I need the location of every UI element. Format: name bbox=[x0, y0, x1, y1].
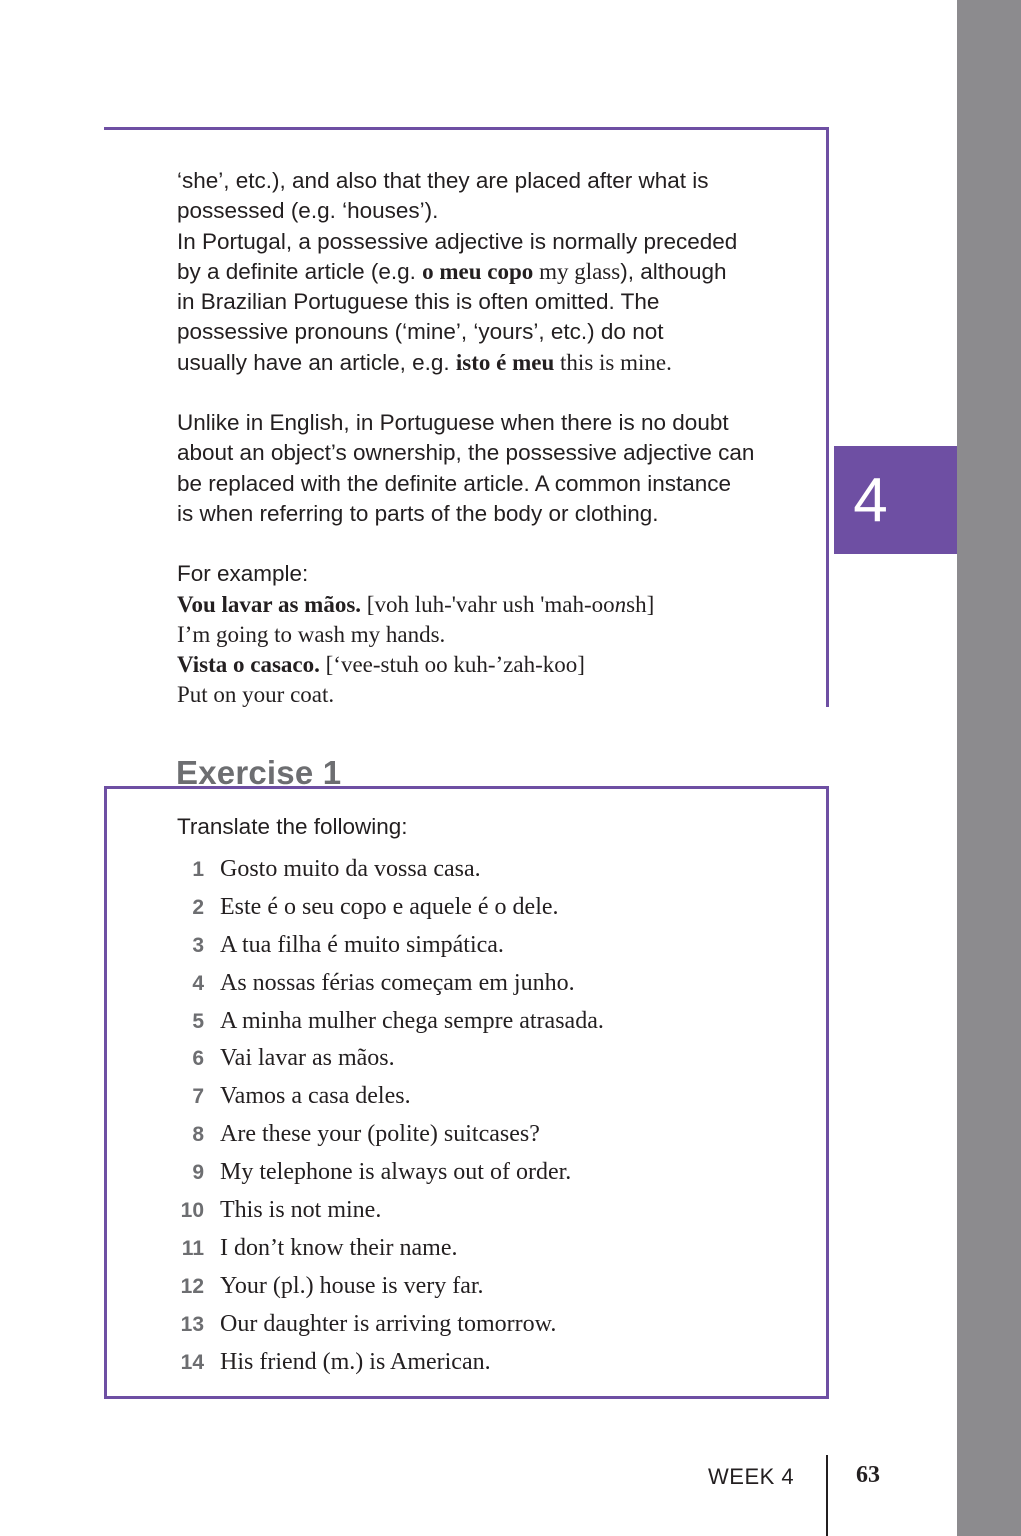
exercise-item-number: 9 bbox=[192, 1161, 204, 1185]
exercise-item-number: 10 bbox=[180, 1199, 204, 1223]
text-run: possessed (e.g. ‘houses’). bbox=[177, 198, 439, 224]
text-line bbox=[177, 438, 817, 468]
grammar-box-top-border bbox=[104, 127, 829, 130]
text-line bbox=[177, 257, 817, 287]
text-line bbox=[177, 620, 817, 650]
exercise-item bbox=[172, 1008, 604, 1046]
exercise-item-number: 1 bbox=[192, 858, 204, 881]
text-run: Put on your coat. bbox=[177, 682, 335, 708]
text-run: about an object’s ownership, the possessive adjective can bbox=[177, 440, 755, 466]
grammar-box-right-border bbox=[826, 127, 829, 707]
text-run: possessive pronouns (‘mine’, ‘yours’, etc.) do not bbox=[177, 319, 664, 345]
exercise-item bbox=[172, 1045, 604, 1083]
exercise-item-text: Vai lavar as mãos. bbox=[220, 1045, 395, 1072]
exercise-item-text: His friend (m.) is American. bbox=[220, 1348, 491, 1375]
exercise-item bbox=[172, 1159, 604, 1197]
text-line bbox=[177, 650, 817, 680]
exercise-item-number: 8 bbox=[192, 1123, 204, 1147]
exercise-item-text: A tua filha é muito simpática. bbox=[220, 931, 504, 958]
grammar-paragraph-2 bbox=[177, 408, 817, 529]
exercise-instruction: Translate the following: bbox=[177, 814, 408, 839]
text-run: n bbox=[614, 591, 627, 617]
exercise-item-text: As nossas férias começam em junho. bbox=[220, 969, 575, 996]
text-run: ), although bbox=[620, 258, 727, 284]
exercise-item-text: Your (pl.) house is very far. bbox=[220, 1272, 484, 1299]
exercise-item-text: Gosto muito da vossa casa. bbox=[220, 856, 481, 882]
exercise-item-text: This is not mine. bbox=[220, 1197, 382, 1224]
footer-week-label: WEEK 4 bbox=[708, 1464, 795, 1489]
grammar-paragraph-1 bbox=[177, 166, 817, 378]
footer-divider bbox=[826, 1455, 828, 1536]
exercise-item-text: My telephone is always out of order. bbox=[220, 1159, 572, 1186]
text-line bbox=[177, 317, 817, 347]
exercise-box-bottom-border bbox=[104, 1396, 829, 1399]
exercise-item-number: 3 bbox=[192, 933, 204, 957]
exercise-item-number: 13 bbox=[180, 1312, 204, 1336]
exercise-item-number: 11 bbox=[181, 1236, 204, 1260]
text-run: In Portugal, a possessive adjective is normally preceded bbox=[177, 228, 738, 254]
exercise-item bbox=[172, 1235, 604, 1273]
text-line bbox=[177, 227, 817, 257]
text-run: my glass bbox=[533, 258, 621, 284]
exercise-item-text: Are these your (polite) suitcases? bbox=[220, 1121, 540, 1148]
chapter-tab bbox=[834, 446, 957, 554]
text-line bbox=[177, 469, 817, 499]
text-run: be replaced with the definite article. A common instance bbox=[177, 470, 732, 496]
text-run: [‘vee-stuh oo kuh-’zah-koo] bbox=[319, 652, 585, 678]
text-line bbox=[177, 287, 817, 317]
grammar-paragraph-3 bbox=[177, 559, 817, 710]
text-run: this is mine. bbox=[554, 349, 672, 375]
text-run: by a definite article (e.g. bbox=[177, 258, 423, 284]
exercise-item-number: 4 bbox=[192, 971, 204, 995]
exercise-item bbox=[172, 1197, 604, 1235]
text-run: sh] bbox=[626, 591, 655, 617]
text-run: [voh luh-'vahr ush 'mah-oo bbox=[361, 591, 615, 617]
text-line bbox=[177, 590, 817, 620]
text-run: isto é meu bbox=[455, 349, 555, 375]
exercise-box-right-border bbox=[826, 786, 829, 1399]
chapter-tab-number: 4 bbox=[853, 465, 888, 535]
exercise-item bbox=[172, 1121, 604, 1159]
exercise-item-number: 7 bbox=[192, 1085, 204, 1109]
text-line bbox=[177, 408, 817, 438]
exercise-item bbox=[172, 856, 604, 894]
text-line bbox=[177, 680, 817, 710]
exercise-list bbox=[172, 856, 604, 1386]
text-run: Vou lavar as mãos. bbox=[177, 591, 362, 617]
exercise-item bbox=[172, 932, 604, 970]
exercise-box-left-border bbox=[104, 786, 107, 1399]
text-line bbox=[177, 348, 817, 378]
exercise-item-number: 12 bbox=[180, 1274, 204, 1298]
exercise-title: Exercise 1 bbox=[176, 754, 342, 791]
text-run: I’m going to wash my hands. bbox=[177, 621, 446, 647]
text-line bbox=[177, 499, 817, 529]
text-line bbox=[177, 196, 817, 226]
page-edge-strip bbox=[957, 0, 1021, 1536]
text-run: For example: bbox=[177, 561, 309, 587]
page-number: 63 bbox=[856, 1462, 880, 1488]
exercise-item bbox=[172, 1083, 604, 1121]
exercise-item bbox=[172, 970, 604, 1008]
exercise-item-number: 6 bbox=[192, 1047, 204, 1071]
exercise-item bbox=[172, 1273, 604, 1311]
exercise-item-text: Our daughter is arriving tomorrow. bbox=[220, 1310, 557, 1337]
grammar-text bbox=[177, 166, 817, 711]
text-run: usually have an article, e.g. bbox=[177, 349, 456, 375]
exercise-item-number: 2 bbox=[192, 895, 204, 919]
exercise-item-text: I don’t know their name. bbox=[220, 1234, 458, 1261]
exercise-item-number: 5 bbox=[192, 1009, 204, 1033]
text-run: is when referring to parts of the body or clothing. bbox=[177, 500, 659, 526]
text-run: in Brazilian Portuguese this is often omitted. The bbox=[177, 289, 660, 315]
exercise-item bbox=[172, 1311, 604, 1349]
text-run: ‘she’, etc.), and also that they are placed after what is bbox=[177, 168, 709, 193]
text-run: Vista o casaco. bbox=[177, 652, 320, 678]
exercise-item-number: 14 bbox=[180, 1350, 204, 1374]
text-run: o meu copo bbox=[422, 258, 534, 284]
text-run: Unlike in English, in Portuguese when there is no doubt bbox=[177, 410, 729, 436]
exercise-item-text: A minha mulher chega sempre atrasada. bbox=[220, 1007, 604, 1034]
exercise-item-text: Este é o seu copo e aquele é o dele. bbox=[220, 893, 559, 920]
text-line bbox=[177, 166, 817, 196]
text-line bbox=[177, 559, 817, 589]
exercise-item bbox=[172, 1349, 604, 1387]
exercise-item bbox=[172, 894, 604, 932]
exercise-item-text: Vamos a casa deles. bbox=[220, 1083, 411, 1110]
